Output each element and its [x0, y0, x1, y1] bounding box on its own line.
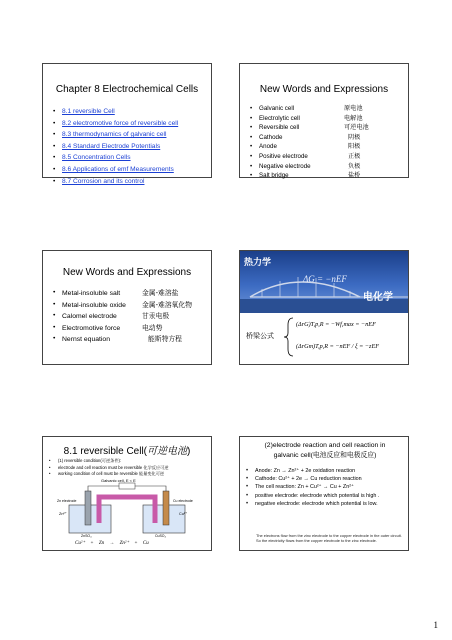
- toc-link[interactable]: 8.7 Corrosion and its control: [62, 177, 145, 185]
- vocab-item: • Anode 阳极: [250, 142, 369, 152]
- slide-new-words-2: [42, 250, 212, 365]
- toc-item[interactable]: [53, 106, 178, 118]
- toc-link[interactable]: 8.6 Applications of emf Measurements: [62, 165, 174, 173]
- bridge-photo: [240, 251, 408, 313]
- vocab-list: [250, 104, 369, 181]
- positive-electrode-item: • positive electrode: electrode which potential is high .: [246, 492, 405, 500]
- toc-item[interactable]: [53, 118, 178, 130]
- vocab-item: • Salt bridge 盐桥: [250, 171, 369, 181]
- reaction-list: [246, 467, 405, 508]
- toc-link[interactable]: 8.2 electromotive force of reversible cell: [62, 119, 179, 127]
- vocab-item: • Nernst equation 能斯特方程: [53, 334, 192, 346]
- diagram-top-label: Galvanic cell, E < E: [101, 478, 136, 483]
- electro-label: 电化学: [363, 292, 393, 303]
- condition-item: • working condition of cell must be reversible 能量变化可逆: [49, 471, 169, 478]
- vocab-item: • Cathode 阴极: [250, 133, 369, 143]
- right-caption: CuSO₄: [155, 534, 166, 538]
- left-caption: ZnSO₄: [81, 534, 92, 538]
- cathode-item: • Cathode: Cu²⁺ + 2e → Cu reduction reaction: [246, 475, 405, 483]
- slide-title: New Words and Expressions: [62, 267, 192, 278]
- vocab-item: • Galvanic cell 原电池: [250, 104, 369, 114]
- page-number: 1: [433, 620, 438, 630]
- slide-electrode-reaction: [239, 436, 409, 551]
- toc-item[interactable]: [53, 152, 178, 164]
- vocab-item: • Reversible cell 可逆电池: [250, 123, 369, 133]
- toc-link[interactable]: 8.3 thermodynamics of galvanic cell: [62, 131, 167, 139]
- cell-reaction-item: • The cell reaction: Zn + Cu²⁺ → Cu + Zn²⁺: [246, 483, 405, 491]
- toc-item[interactable]: [53, 176, 178, 188]
- right-electrode-label: Cu electrode: [173, 499, 193, 503]
- brace-icon: [284, 317, 294, 357]
- toc-item[interactable]: [53, 164, 178, 176]
- equation-1: (ΔrG)T,p,R = −Wf,max = −nEF: [296, 321, 376, 328]
- toc-list: [53, 106, 178, 187]
- slide-bridge-formula: [239, 250, 409, 365]
- vocab-list: [53, 288, 192, 346]
- condition-list: [49, 458, 169, 478]
- vocab-item: • Electromotive force 电动势: [53, 323, 192, 335]
- slide-new-words-1: [239, 63, 409, 178]
- toc-link[interactable]: 8.5 Concentration Cells: [62, 154, 131, 162]
- left-ion-label: Zn²⁺: [59, 512, 67, 516]
- bridge-label: 桥梁公式: [246, 332, 274, 340]
- slide-title: New Words and Expressions: [259, 84, 389, 95]
- anode-item: • Anode: Zn → Zn²⁺ + 2e oxidation reaction: [246, 467, 405, 475]
- bottom-reaction: Cu²⁺ + Zn → Zn²⁺ + Cu: [75, 541, 149, 546]
- vocab-item: • Calomel electrode 甘汞电极: [53, 311, 192, 323]
- vocab-item: • Positive electrode 正极: [250, 152, 369, 162]
- sky-formula: ΔG = −nEF: [303, 274, 347, 284]
- electron-flow-note: The electrons flow from the zinc electrode to the copper electrode in the outer circuit. So the electricity flows from the copper electrode to the zinc electrode.: [256, 533, 402, 543]
- condition-item: • (1) reversible condition(可逆条件):: [49, 458, 169, 465]
- right-ion-label: Cu²⁺: [179, 512, 188, 516]
- toc-link[interactable]: 8.4 Standard Electrode Potentials: [62, 142, 161, 150]
- slide-reversible-cell: [42, 436, 212, 551]
- toc-link[interactable]: 8.1 reversible Cell: [62, 108, 115, 115]
- left-electrode-label: Zn electrode: [57, 499, 77, 503]
- slide-title: Chapter 8 Electrochemical Cells: [55, 84, 199, 95]
- thermo-label: 热力学: [244, 258, 272, 268]
- vocab-item: • Negative electrode 负极: [250, 162, 369, 172]
- toc-item[interactable]: [53, 129, 178, 141]
- toc-item[interactable]: [53, 141, 178, 153]
- slide-chapter-8: [42, 63, 212, 185]
- slide-title: (2)electrode reaction and cell reaction in galvanic cell(电池反应和电极反应): [264, 442, 386, 459]
- vocab-item: • Electrolytic cell 电解池: [250, 114, 369, 124]
- vocab-item: • Metal-insoluble oxide 金属-难溶氧化物: [53, 300, 192, 312]
- galvanic-cell-diagram: [57, 478, 193, 548]
- equation-2: (ΔrGm)T,p,R = −nEF / ξ = −zEF: [296, 343, 380, 350]
- condition-item: • electrode and cell reaction must be reversible 化学反应可逆: [49, 465, 169, 472]
- vocab-item: • Metal-insoluble salt 金属-难溶盐: [53, 288, 192, 300]
- slide-title: 8.1 reversible Cell(可逆电池): [63, 446, 191, 457]
- negative-electrode-item: • negative electrode: electrode which potential is low.: [246, 500, 405, 508]
